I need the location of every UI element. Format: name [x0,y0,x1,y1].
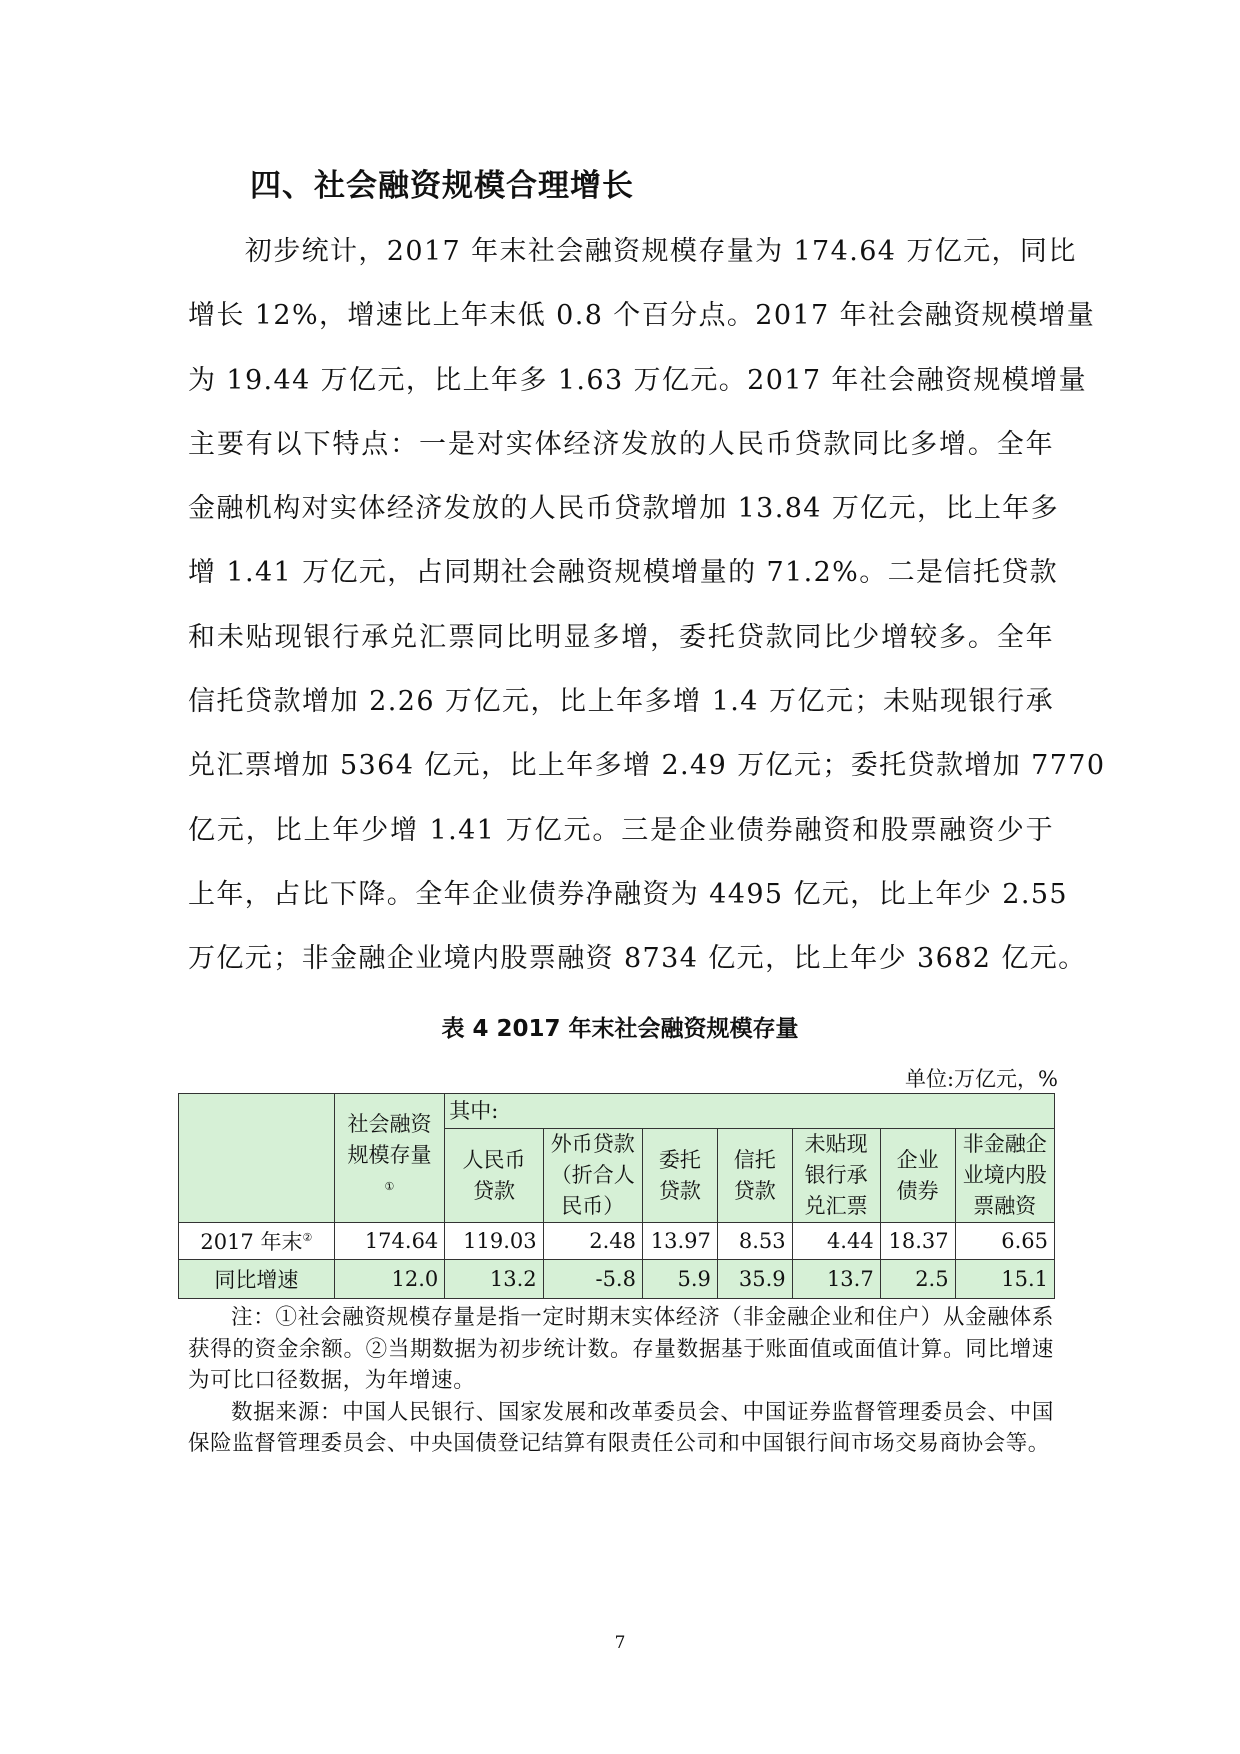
header-equity-financing: 非金融企业境内股票融资 [955,1129,1054,1223]
table-cell: 13.7 [792,1260,880,1299]
paragraph-line: 增 1.41 万亿元，占同期社会融资规模增量的 71.2%。二是信托贷款 [188,557,1059,589]
table-title: 表 4 2017 年末社会融资规模存量 [441,1016,799,1042]
note-paragraph: 注：①社会融资规模存量是指一定时期末实体经济（非金融企业和住户）从金融体系获得的资金余额。②当期数据为初步统计数。存量数据基于账面值或面值计算。同比增速为可比口径数据，为年增速。 [188,1305,1054,1393]
row-label: 2017 年末② [179,1223,335,1260]
table-header-row [179,1094,1055,1129]
paragraph-line: 信托贷款增加 2.26 万亿元，比上年多增 1.4 万亿元；未贴现银行承 [188,686,1054,718]
body-paragraph [188,220,1106,992]
paragraph-line: 增长 12%，增速比上年末低 0.8 个百分点。2017 年社会融资规模增量 [188,300,1096,332]
footnote-mark: ① [384,1180,395,1193]
table-cell: 13.2 [445,1260,543,1299]
paragraph-line: 为 19.44 万亿元，比上年多 1.63 万亿元。2017 年社会融资规模增量 [188,364,1088,396]
table-cell: 174.64 [334,1223,445,1260]
page-number: 7 [614,1633,626,1653]
table-cell: 119.03 [445,1223,543,1260]
table-cell: 5.9 [642,1260,717,1299]
header-total-label: 社会融资规模存量 [347,1112,432,1167]
header-entrusted-loans: 委托贷款 [642,1129,717,1223]
header-fx-loans: 外币贷款（折合人民币） [543,1129,642,1223]
table-cell: 2.48 [543,1223,642,1260]
header-corporate-bonds: 企业债券 [880,1129,955,1223]
section-heading: 四、社会融资规模合理增长 [250,168,634,204]
table-cell: 8.53 [717,1223,792,1260]
source-paragraph: 数据来源：中国人民银行、国家发展和改革委员会、中国证券监督管理委员会、中国保险监督管理委员会、中央国债登记结算有限责任公司和中国银行间市场交易商协会等。 [188,1399,1054,1456]
table-row [179,1260,1055,1299]
table-cell: 18.37 [880,1223,955,1260]
table-notes [188,1302,1054,1460]
table-row [179,1223,1055,1260]
paragraph-line: 初步统计，2017 年末社会融资规模存量为 174.64 万亿元，同比 [188,236,1077,267]
table-unit: 单位:万亿元，% [904,1067,1058,1091]
header-total-cell [334,1094,445,1223]
table-cell: 12.0 [334,1260,445,1299]
paragraph-line: 上年，占比下降。全年企业债券净融资为 4495 亿元，比上年少 2.55 [188,878,1068,910]
header-trust-loans: 信托贷款 [717,1129,792,1223]
table-cell: 35.9 [717,1260,792,1299]
table-cell: 6.65 [955,1223,1054,1260]
table-cell: -5.8 [543,1260,642,1299]
header-corner-cell [179,1094,335,1223]
table-cell: 13.97 [642,1223,717,1260]
paragraph-line: 兑汇票增加 5364 亿元，比上年多增 2.49 万亿元；委托贷款增加 7770 [188,750,1106,782]
table-cell: 15.1 [955,1260,1054,1299]
table-cell: 4.44 [792,1223,880,1260]
paragraph-line: 主要有以下特点：一是对实体经济发放的人民币贷款同比多增。全年 [188,428,1054,460]
paragraph-line: 和未贴现银行承兑汇票同比明显多增，委托贷款同比少增较多。全年 [188,621,1054,653]
header-bankers-acceptance: 未贴现银行承兑汇票 [792,1129,880,1223]
financing-stock-table [178,1093,1055,1299]
paragraph-line: 万亿元；非金融企业境内股票融资 8734 亿元，比上年少 3682 亿元。 [188,943,1087,975]
paragraph-line: 亿元，比上年少增 1.41 万亿元。三是企业债券融资和股票融资少于 [188,814,1054,846]
header-rmb-loans: 人民币贷款 [445,1129,543,1223]
paragraph-line: 金融机构对实体经济发放的人民币贷款增加 13.84 万亿元，比上年多 [188,493,1060,525]
table-cell: 2.5 [880,1260,955,1299]
footnote-mark: ② [302,1231,313,1244]
row-label: 同比增速 [179,1260,335,1299]
header-group-cell: 其中: [445,1094,1055,1129]
